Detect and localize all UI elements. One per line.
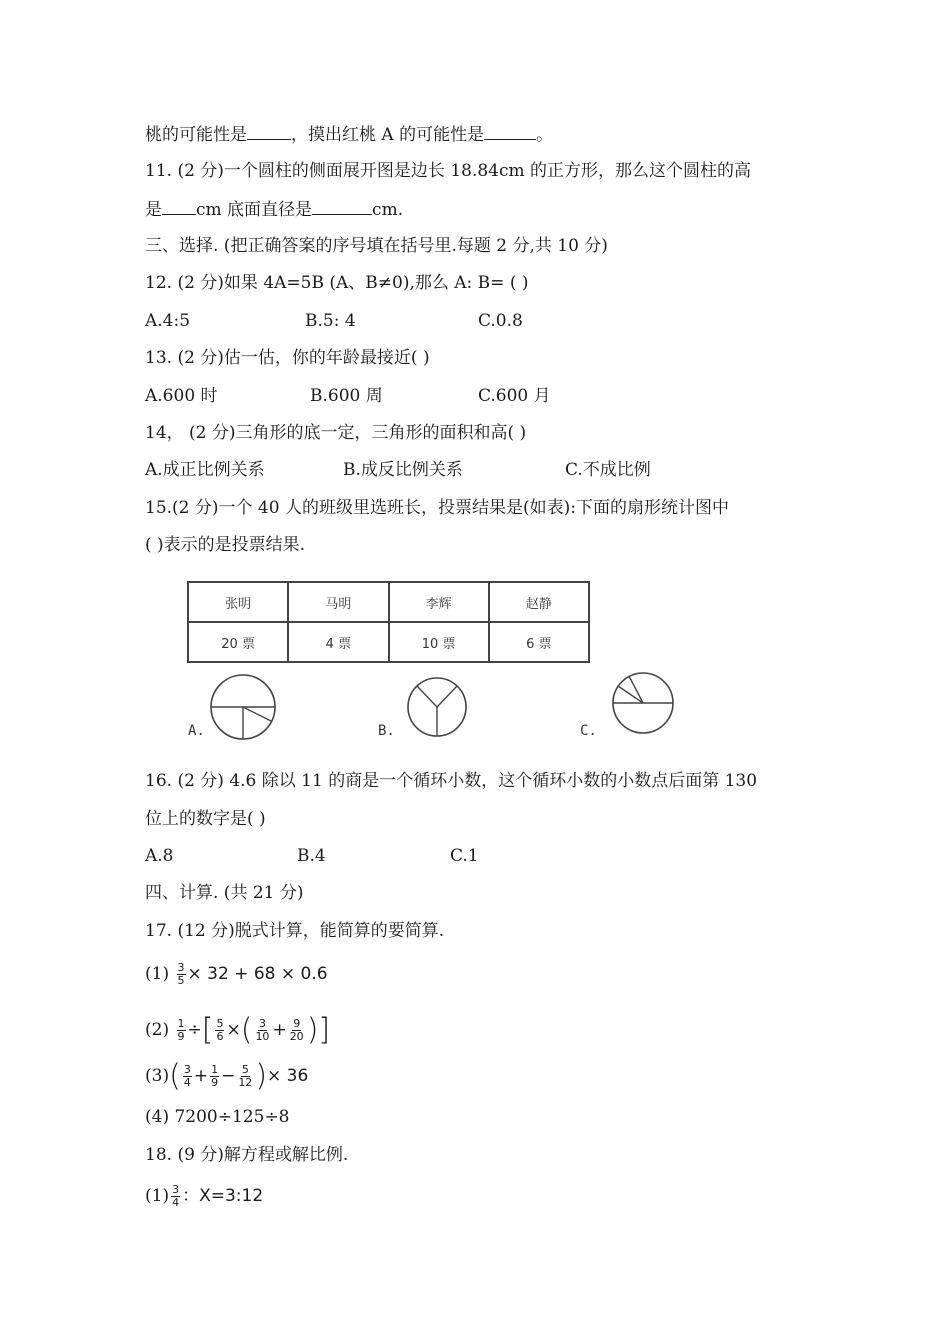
q12-stem: 12. (2 分)如果 4A=5B (A、B≠0),那么 A: B= ( ) <box>145 273 529 293</box>
fraction: $\frac{3}{5}$ <box>177 961 185 987</box>
q10-blank-1 <box>247 123 291 140</box>
pie-chart-option-c <box>610 670 676 736</box>
vote-table-name-row <box>188 582 589 622</box>
q16-line-1: 16. (2 分) 4.6 除以 11 的商是一个循环小数，这个循环小数的小数点后面第 130 <box>145 771 758 791</box>
q17-stem: 17. (12 分)脱式计算，能简算的要简算. <box>145 921 445 941</box>
pie-b-divider <box>437 686 457 707</box>
q18-stem: 18. (9 分)解方程或解比例. <box>145 1145 349 1165</box>
fraction: $\frac{9}{20}$ <box>289 1017 304 1043</box>
fraction: $\frac{1}{9}$ <box>177 1017 185 1043</box>
q12-option-a: A.4:5 <box>145 311 191 331</box>
q18-problem-1 <box>145 1184 263 1209</box>
q14-option-b: B.成反比例关系 <box>343 460 463 480</box>
vote-table <box>187 581 590 663</box>
q11-line-1: 11. (2 分)一个圆柱的侧面展开图是边长 18.84cm 的正方形，那么这个圆柱的高 <box>145 161 752 181</box>
q17-problem-3: (3)( $\frac{3}{4}$ + $\frac{1}{9}$ − $\frac{5}{12}$ )× 36 <box>145 1058 309 1094</box>
pie-option-c-label: C. <box>580 723 597 739</box>
q14-stem: 14， (2 分)三角形的底一定，三角形的面积和高( ) <box>145 423 527 443</box>
table-cell: 6 票 <box>489 622 589 662</box>
fraction: $\frac{3}{10}$ <box>255 1017 270 1043</box>
q10-text-end: 。 <box>536 125 554 145</box>
expression: ：X=3:12 <box>182 1186 264 1206</box>
vote-table-vote-row <box>188 622 589 662</box>
q14-option-c: C.不成比例 <box>565 460 651 480</box>
fraction: $\frac{3}{4}$ <box>172 1183 180 1209</box>
q11-line-2 <box>145 198 403 221</box>
q10-text-2: ，摸出红桃 A 的可能性是 <box>291 125 485 145</box>
problem-label: (1) <box>145 1186 170 1206</box>
q13-stem: 13. (2 分)估一估，你的年龄最接近( ) <box>145 348 430 368</box>
q14-option-a: A.成正比例关系 <box>145 460 265 480</box>
q12-option-c: C.0.8 <box>478 311 523 331</box>
q13-option-a: A.600 时 <box>145 386 218 406</box>
q11-text-c: cm. <box>372 200 404 220</box>
q17-problem-2: (2) $\frac{1}{9}$ ÷[ $\frac{5}{6}$ ×( $\frac{3}{10}$ + $\frac{9}{20}$ )] <box>145 1012 331 1048</box>
expression: × 32 + 68 × 0.6 <box>187 964 328 984</box>
pie-a-divider <box>243 707 271 721</box>
q11-text-a: 是 <box>145 200 162 220</box>
q15-line-1: 15.(2 分)一个 40 人的班级里选班长，投票结果是(如表):下面的扇形统计图中 <box>145 498 729 518</box>
fraction: $\frac{1}{9}$ <box>211 1063 219 1089</box>
table-cell: 10 票 <box>389 622 489 662</box>
table-cell: 赵静 <box>489 582 589 622</box>
q16-option-b: B.4 <box>297 846 326 866</box>
fraction: $\frac{5}{6}$ <box>216 1017 224 1043</box>
table-cell: 张明 <box>188 582 288 622</box>
q16-line-2: 位上的数字是( ) <box>145 809 266 829</box>
q10-blank-2 <box>484 123 536 140</box>
table-cell: 20 票 <box>188 622 288 662</box>
q11-text-b: cm 底面直径是 <box>196 200 313 220</box>
q15-line-2: ( )表示的是投票结果. <box>145 535 306 555</box>
pie-chart-option-a <box>208 672 278 742</box>
fraction: $\frac{5}{12}$ <box>238 1063 253 1089</box>
q16-option-a: A.8 <box>145 846 174 866</box>
table-cell: 马明 <box>288 582 388 622</box>
problem-label: (2) <box>145 1020 170 1040</box>
problem-label: (3) <box>145 1066 170 1086</box>
q10-text-1: 桃的可能性是 <box>145 125 247 145</box>
pie-option-a-label: A. <box>188 723 205 739</box>
pie-option-b-label: B. <box>378 723 395 739</box>
problem-label: (1) <box>145 964 170 984</box>
q11-blank-2 <box>312 198 372 215</box>
q11-blank-1 <box>162 198 196 215</box>
expression: × 36 <box>267 1066 309 1086</box>
q13-option-c: C.600 月 <box>478 386 551 406</box>
section-4-heading: 四、计算. (共 21 分) <box>145 883 304 903</box>
q16-option-c: C.1 <box>450 846 479 866</box>
q13-option-b: B.600 周 <box>310 386 383 406</box>
pie-b-divider <box>417 686 437 707</box>
q17-problem-1 <box>145 962 328 987</box>
q12-option-b: B.5: 4 <box>305 311 356 331</box>
section-3-heading: 三、选择. (把正确答案的序号填在括号里.每题 2 分,共 10 分) <box>145 236 608 256</box>
table-cell: 4 票 <box>288 622 388 662</box>
q10-tail-line <box>145 123 553 146</box>
fraction: $\frac{3}{4}$ <box>183 1063 191 1089</box>
table-cell: 李辉 <box>389 582 489 622</box>
pie-chart-option-b <box>405 675 469 739</box>
q17-problem-4: (4) 7200÷125÷8 <box>145 1107 290 1127</box>
